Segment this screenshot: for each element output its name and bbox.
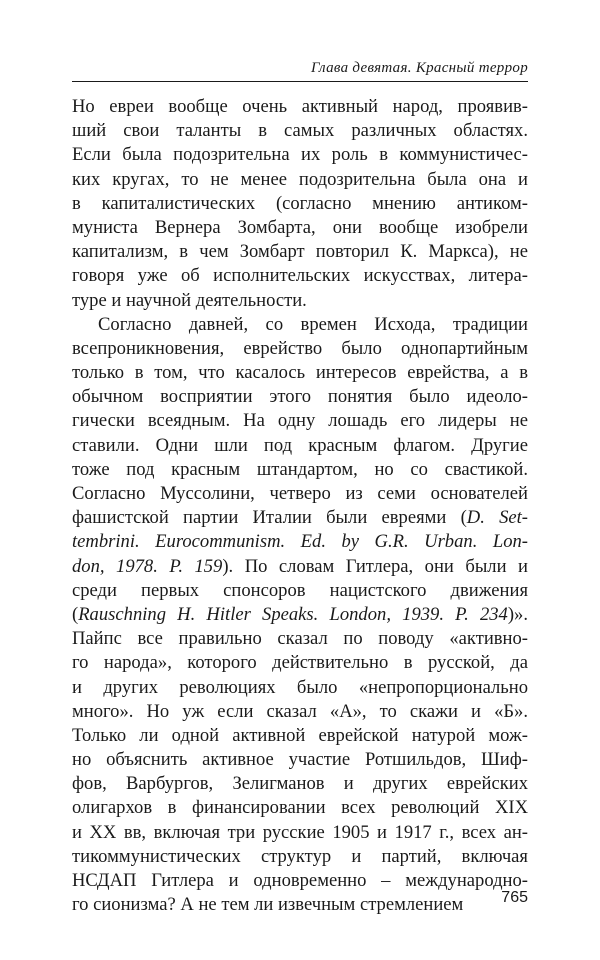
text-line [72, 95, 528, 119]
text-line [72, 530, 528, 554]
text-run: только в том, что касалось интересов еврейства, а в [72, 362, 528, 384]
text-run: Согласно Муссолини, четверо из семи основателей [72, 483, 528, 504]
text-run: го народа», которого действительно в русской, да [72, 652, 528, 674]
italic-citation: tembrini. Eurocommunism. Ed. by G.R. Urban. Lon- [72, 531, 528, 553]
page-number: 765 [501, 889, 528, 906]
text-line [72, 724, 528, 748]
text-run: среди первых спонсоров нацистского движения [72, 579, 528, 601]
text-run: говоря уже об исполнительских искусствах, литера- [72, 265, 528, 287]
text-line [72, 506, 528, 530]
text-run: Только ли одной активной еврейской натурой мож- [72, 724, 528, 746]
running-header-title: Глава девятая. Красный террор [311, 60, 528, 76]
text-line [72, 748, 528, 772]
paragraph [72, 95, 528, 313]
text-line [72, 434, 528, 458]
text-line [72, 168, 528, 192]
text-line [72, 651, 528, 675]
body-text [72, 95, 528, 917]
text-run: ). По словам Гитлера, они были и [222, 555, 528, 577]
text-run: НСДАП Гитлера и одновременно – международно- [72, 870, 528, 891]
text-line [72, 264, 528, 288]
text-line [72, 289, 528, 313]
text-line [72, 458, 528, 482]
text-line [72, 240, 528, 264]
text-run: гически всеядным. На одну лошадь его лидеры не [72, 410, 528, 432]
text-line [72, 555, 528, 579]
text-run: много». Но уж если сказал «А», то скажи и «Б». [72, 700, 528, 722]
text-run: Пайпс все правильно сказал по поводу «активно- [72, 628, 528, 650]
text-run: в капиталистических (согласно мнению антиком- [72, 192, 528, 214]
italic-citation: Rauschning H. Hitler Speaks. London, 1939. P. 234 [78, 603, 508, 625]
text-run: фов, Варбургов, Зелигманов и других еврейских [72, 773, 528, 795]
text-run: )». [507, 603, 528, 625]
text-line [72, 603, 528, 627]
text-run: олигархов в финансировании всех революций XIX [72, 797, 528, 819]
text-line [72, 409, 528, 433]
header-rule [72, 81, 528, 82]
text-line [72, 143, 528, 167]
italic-citation: don, 1978. P. 159 [72, 555, 223, 577]
text-run: ший свои таланты в самых различных областях. [72, 120, 528, 142]
text-run: ставили. Одни шли под красным флагом. Другие [72, 434, 528, 456]
text-run: но объяснить активное участие Ротшильдов, Шиф- [72, 749, 528, 771]
text-run: Но евреи вообще очень активный народ, проявив- [72, 96, 528, 117]
text-run: фашистской партии Италии были евреями ( [72, 507, 467, 529]
text-run: всепроникновения, еврейство было однопартийным [72, 337, 528, 359]
text-line [72, 796, 528, 820]
text-line [72, 579, 528, 603]
text-run: го сионизма? А не тем ли извечным стремлением [72, 894, 464, 916]
text-run: тикоммунистических структур и партий, включая [72, 845, 528, 867]
text-line [72, 845, 528, 869]
text-line [72, 869, 528, 893]
text-run: обычном восприятии этого понятия было идеоло- [72, 386, 528, 408]
text-line [72, 627, 528, 651]
text-line [72, 361, 528, 385]
text-run: туре и научной деятельности. [72, 289, 307, 311]
text-line [72, 385, 528, 409]
text-run: муниста Вернера Зомбарта, они вообще изобрели [72, 216, 528, 238]
text-run: Согласно давней, со времен Исхода, традиции [98, 313, 528, 335]
text-line [72, 337, 528, 361]
italic-citation: D. Set- [466, 507, 528, 529]
text-line [72, 192, 528, 216]
text-line [72, 216, 528, 240]
paragraph [72, 313, 528, 918]
text-line [72, 482, 528, 506]
text-line [72, 119, 528, 143]
text-run: ких кругах, то не менее подозрительна была она и [72, 168, 528, 190]
text-run: Если была подозрительна их роль в коммунистичес- [72, 144, 528, 166]
text-run: и XX вв, включая три русские 1905 и 1917 г., всех ан- [72, 821, 528, 843]
text-run: ( [72, 603, 79, 625]
text-line [72, 772, 528, 796]
text-run: капитализм, в чем Зомбарт повторил К. Маркса), не [72, 241, 528, 263]
text-line [72, 700, 528, 724]
text-run: тоже под красным штандартом, но со свастикой. [72, 458, 528, 480]
text-line [72, 313, 528, 337]
text-line [72, 893, 528, 917]
text-line [72, 676, 528, 700]
text-line [72, 821, 528, 845]
text-run: и других революциях было «непропорционально [72, 676, 528, 698]
